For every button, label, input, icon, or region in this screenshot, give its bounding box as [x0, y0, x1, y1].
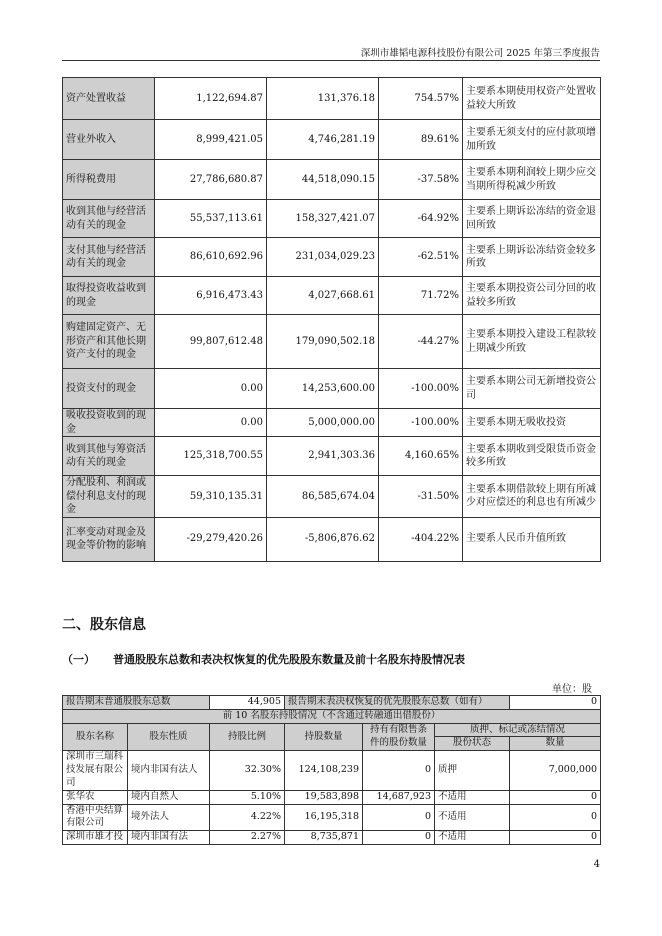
change-reason: 主要系本期投资公司分回的收益较多所致	[463, 277, 601, 315]
table-row	[63, 277, 601, 315]
current-value: 125,318,700.55	[155, 437, 267, 476]
change-reason: 主要系本期无吸收投资	[463, 409, 601, 437]
table-row	[63, 831, 601, 845]
holder-nature: 境内自然人	[128, 790, 210, 804]
item-label: 收到其他与经营活动有关的现金	[63, 200, 155, 238]
current-value: 27,786,680.87	[155, 160, 267, 200]
item-label: 投资支付的现金	[63, 369, 155, 409]
holder-nature: 境内非国有法	[128, 831, 210, 845]
table-row	[63, 790, 601, 804]
previous-value: 4,746,281.19	[267, 120, 379, 160]
change-rate: 71.72%	[379, 277, 463, 315]
item-label: 支付其他与经营活动有关的现金	[63, 238, 155, 277]
previous-value: 131,376.18	[267, 78, 379, 120]
table-row	[63, 476, 601, 518]
item-label: 汇率变动对现金及现金等价物的影响	[63, 517, 155, 561]
table-row	[63, 804, 601, 831]
header-pledge: 质押、标记或冻结情况	[435, 723, 601, 737]
previous-value: 14,253,600.00	[267, 369, 379, 409]
holder-restricted: 0	[363, 831, 435, 845]
current-value: 8,999,421.05	[155, 120, 267, 160]
change-reason: 主要系人民币升值所致	[463, 517, 601, 561]
item-label: 营业外收入	[63, 120, 155, 160]
preferred-holders-value: 0	[510, 696, 601, 710]
previous-value: 4,027,668.61	[267, 277, 379, 315]
holder-nature: 境内非国有法人	[128, 751, 210, 790]
holder-pledged-amount: 0	[510, 804, 601, 831]
holder-pledge-status: 质押	[435, 751, 510, 790]
holder-pledged-amount: 0	[510, 831, 601, 845]
previous-value: 86,585,674.04	[267, 476, 379, 518]
previous-value: 231,034,029.23	[267, 238, 379, 277]
holder-name: 深圳市三瑞科技发展有限公司	[63, 751, 128, 790]
current-value: 86,610,692.96	[155, 238, 267, 277]
change-reason: 主要系本期投入建设工程款较上期减少所致	[463, 315, 601, 369]
current-value: 55,537,113.61	[155, 200, 267, 238]
holder-pledge-status: 不适用	[435, 831, 510, 845]
holder-name: 深圳市雄才投	[63, 831, 128, 845]
holder-amount: 8,735,871	[285, 831, 363, 845]
total-holders-value: 44,905	[210, 696, 285, 710]
change-reason: 主要系本期公司无新增投资公司	[463, 369, 601, 409]
top10-caption: 前 10 名股东持股情况（不含通过转融通出借股份）	[63, 709, 601, 723]
change-reason: 主要系上期诉讼冻结资金较多所致	[463, 238, 601, 277]
previous-value: 179,090,502.18	[267, 315, 379, 369]
item-label: 收到其他与筹资活动有关的现金	[63, 437, 155, 476]
current-value: 0.00	[155, 409, 267, 437]
table-row	[63, 78, 601, 120]
holder-ratio: 2.27%	[210, 831, 285, 845]
change-rate: -62.51%	[379, 238, 463, 277]
change-rate: 89.61%	[379, 120, 463, 160]
holder-name: 香港中央结算有限公司	[63, 804, 128, 831]
page-header: 深圳市雄韬电源科技股份有限公司 2025 年第三季度报告	[360, 48, 600, 59]
change-reason: 主要系本期使用权资产处置收益较大所致	[463, 78, 601, 120]
previous-value: 44,518,090.15	[267, 160, 379, 200]
shareholder-table	[62, 695, 601, 845]
table-row	[63, 437, 601, 476]
change-reason: 主要系本期收到受限货币资金较多所致	[463, 437, 601, 476]
change-reason: 主要系上期诉讼冻结的资金退回所致	[463, 200, 601, 238]
holder-pledged-amount: 7,000,000	[510, 751, 601, 790]
holder-ratio: 32.30%	[210, 751, 285, 790]
change-rate: -31.50%	[379, 476, 463, 518]
holder-restricted: 0	[363, 751, 435, 790]
holder-ratio: 5.10%	[210, 790, 285, 804]
item-label: 分配股利、利润或偿付利息支付的现金	[63, 476, 155, 518]
table-row	[63, 409, 601, 437]
holder-amount: 124,108,239	[285, 751, 363, 790]
item-label: 购建固定资产、无形资产和其他长期资产支付的现金	[63, 315, 155, 369]
holder-restricted: 14,687,923	[363, 790, 435, 804]
change-reason: 主要系本期借款较上期有所减少对应偿还的利息也有所减少	[463, 476, 601, 518]
current-value: -29,279,420.26	[155, 517, 267, 561]
subsection-title	[62, 651, 465, 667]
subsection-text: 普通股股东总数和表决权恢复的优先股股东数量及前十名股东持股情况表	[113, 653, 465, 666]
header-pledge-status: 股份状态	[435, 737, 510, 751]
total-holders-label: 报告期末普通股股东总数	[63, 696, 210, 710]
subsection-index: （一）	[62, 653, 95, 666]
holder-pledge-status: 不适用	[435, 790, 510, 804]
page-number: 4	[593, 859, 600, 870]
current-value: 0.00	[155, 369, 267, 409]
section-title: 二、股东信息	[62, 617, 146, 633]
change-reason: 主要系本期利润较上期少应交当期所得税减少所致	[463, 160, 601, 200]
unit-label: 单位：股	[552, 684, 592, 695]
previous-value: -5,806,876.62	[267, 517, 379, 561]
table-row	[63, 160, 601, 200]
header-divider	[62, 60, 600, 61]
table-row	[63, 517, 601, 561]
holder-amount: 16,195,318	[285, 804, 363, 831]
current-value: 1,122,694.87	[155, 78, 267, 120]
item-label: 资产处置收益	[63, 78, 155, 120]
header-name: 股东名称	[63, 723, 128, 751]
header-nature: 股东性质	[128, 723, 210, 751]
table-row	[63, 751, 601, 790]
change-rate: -37.58%	[379, 160, 463, 200]
table-row	[63, 369, 601, 409]
holder-restricted: 0	[363, 804, 435, 831]
preferred-holders-label: 报告期末表决权恢复的优先股股东总数（如有）	[285, 696, 510, 710]
table-row	[63, 315, 601, 369]
header-restricted: 持有有限售条件的股份数量	[363, 723, 435, 751]
holder-name: 张华农	[63, 790, 128, 804]
current-value: 99,807,612.48	[155, 315, 267, 369]
holder-nature: 境外法人	[128, 804, 210, 831]
previous-value: 5,000,000.00	[267, 409, 379, 437]
header-ratio: 持股比例	[210, 723, 285, 751]
holder-pledged-amount: 0	[510, 790, 601, 804]
change-reason: 主要系无须支付的应付款项增加所致	[463, 120, 601, 160]
change-rate: -100.00%	[379, 409, 463, 437]
table-row	[63, 120, 601, 160]
change-rate: -64.92%	[379, 200, 463, 238]
item-label: 吸收投资收到的现金	[63, 409, 155, 437]
table-row	[63, 200, 601, 238]
header-pledge-amount: 数量	[510, 737, 601, 751]
holder-amount: 19,583,898	[285, 790, 363, 804]
holder-ratio: 4.22%	[210, 804, 285, 831]
current-value: 59,310,135.31	[155, 476, 267, 518]
item-label: 所得税费用	[63, 160, 155, 200]
financial-changes-table	[62, 77, 601, 562]
previous-value: 158,327,421.07	[267, 200, 379, 238]
change-rate: -404.22%	[379, 517, 463, 561]
change-rate: 754.57%	[379, 78, 463, 120]
previous-value: 2,941,303.36	[267, 437, 379, 476]
change-rate: -44.27%	[379, 315, 463, 369]
change-rate: -100.00%	[379, 369, 463, 409]
table-row	[63, 238, 601, 277]
current-value: 6,916,473.43	[155, 277, 267, 315]
header-amount: 持股数量	[285, 723, 363, 751]
change-rate: 4,160.65%	[379, 437, 463, 476]
item-label: 取得投资收益收到的现金	[63, 277, 155, 315]
holder-pledge-status: 不适用	[435, 804, 510, 831]
